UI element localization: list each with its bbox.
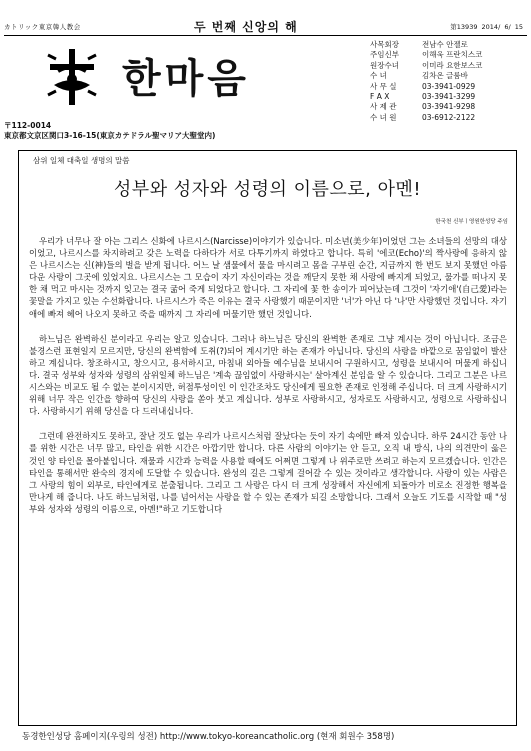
staff-row: 사 제 관 03-3941-9298 — [370, 102, 476, 112]
paragraph: 우리가 너무나 잘 아는 그리스 신화에 나르시스(Narcisse)이야기가 있습니다. 미소년(美少年)이었던 그는 소녀들의 선망의 대상이었고, 나르시스를 차지하려고 갖은 노력을 다하다가 서로 다투기까지 하였다고 합니다. 특히 '에코(Echo)'의 짝사랑에 응하지 않은 나르시스는 신(神)들의 벌을 받게 됩니다. 어느 날 샘물에서 물을 마시려고 몸을 구부린 순간, 지금까지 한 번도 보지 못했던 아름다운 사랑이 그곳에 있었지요. 나르시스는 그 모습이 자기 자신이라는 것을 깨닫지 못한 채 사랑에 빠지게 되었고, 물가를 떠나지 못한 채 먹고 마시는 것까지 잊고는 결국 굶어 죽게 되었다고 합니다. 그 자리에 꽃 한 송이가 피어났는데 그것이 '자기애'(自己愛)라는 꽃말을 가지고 있는 수선화랍니다. 나르시스가 죽은 이유는 결국 사랑했기 때문이지만 '너'가 아닌 다 '나'만 사랑했던 것입니다. 자기애에 빠져 헤어 나오지 못하고 죽을 때까지 그 자리에 머물기만 했던 것입니다. — [29, 236, 507, 319]
staff-row: F A X 03-3941-3299 — [370, 92, 476, 102]
staff-row: 주임신부 이해욱 프란치스코 — [370, 50, 483, 60]
section-label: 삼위 일체 대축일 생명의 말씀 — [33, 156, 130, 165]
article-title: 성부와 성자와 성령의 이름으로, 아멘! — [113, 179, 422, 200]
cross-emblem-icon — [44, 45, 100, 109]
staff-row: 수 녀 김차온 글룸바 — [370, 71, 468, 81]
article-author: 한국천 신부ㅣ영원한성당 주임 — [435, 219, 508, 225]
organization-name: カトリック東京韓人教会 — [4, 23, 81, 31]
staff-row: 사 무 실 03-3941-0929 — [370, 81, 476, 91]
masthead-area — [4, 37, 354, 127]
issue-date: 第13939 2014/ 6/ 15 — [450, 23, 523, 31]
staff-row: 원장수녀 이미라 요한보스코 — [370, 60, 483, 70]
paragraph: 그런데 완전하지도 못하고, 잘난 것도 없는 우리가 나르시스처럼 잘났다는 듯이 자기 속에만 빠져 있습니다. 하루 24시간 동안 나를 위한 시간은 너무 많고, 타인을 위한 시간은 아깝기만 합니다. 다른 사람의 이야기는 안 듣고, 오직 내 방식, 나의 의견만이 옳은 것인 양 타인을 몰아붙입니다. 재물과 시간과 능력을 사용할 때에도 어쩌면 그렇게 나 위주로만 쓰려고 하는지 모르겠습니다. 인간은 타인을 통해서만 완숙의 경지에 도달할 수 있습니다. 완성의 길은 그렇게 걸어갈 수 있는 것이라고 생각합니다. 사랑이 있는 사람은 그 사랑의 힘이 외부로, 타인에게로 분출됩니다. 그리고 그 사랑은 다시 더 크게 성장해서 자신에게 되돌아가 비로소 진정한 행복을 만나게 해 줍니다. 나도 하느님처럼, 나를 넘어서는 사랑을 할 수 있는 존재가 되길 소망합니다. 그래서 오늘도 기도를 시작할 때 "성부와 성자와 성령의 이름으로, 아멘!"하고 기도합니다 — [29, 431, 507, 514]
staff-row: 수 녀 원 03-6912-2122 — [370, 112, 476, 122]
street-address: 東京都文京区関口3-16-15(東京カテドラル聖マリア大聖堂内) — [4, 131, 216, 140]
article-body — [29, 235, 507, 528]
top-bar — [4, 18, 527, 36]
footer-text: 동경한인성당 홈페이지(우링의 성전) http://www.tokyo-koreancatholic.org (현재 회원수 358명) — [22, 732, 395, 742]
postal-code: 〒112-0014 — [4, 121, 52, 130]
staff-list — [370, 40, 530, 123]
slogan: 두 번째 신앙의 해 — [194, 20, 298, 34]
article-box — [18, 150, 517, 726]
staff-row: 사목회장 전남수 안젤로 — [370, 40, 468, 49]
masthead-title: 한마음 — [122, 55, 250, 102]
address — [4, 121, 215, 141]
paragraph: 하느님은 완벽하신 분이라고 우리는 알고 있습니다. 그러나 하느님은 당신의 완벽한 존재로 그냥 계시는 것이 아닙니다. 조금은 불경스런 표현일지 모르지만, 당신의 완벽함에 도취(?)되어 계시기만 하는 존재가 아닙니다. 당신의 사랑을 바깥으로 꿈임없이 발산하고 계십니다. 창조하시고, 창으시고, 용서하시고, 마침내 외아들 예수님을 보내시어 구원하시고, 성령을 보내시어 머물게 하십니다. 결국 성부와 성자와 성령의 삼위일체 하느님은 '계속 끊임없이 사랑하시는' 살아계신 분임을 알 수 있습니다. 그리고 그분은 나르시스와는 비교도 될 수 없는 분이시지만, 허점투성이인 이 인간조차도 당신에게 필요한 존재로 인정해 주십니다. 더 크게 사랑하시기 위해 너무 작은 인간을 향하여 당신의 사랑을 쏟아 붓고 계십니다. 성부로 사랑하시고, 성자로도 사랑하시고, 성령으로 사랑하십니다. 사랑하시기 위해 당신을 다 드러내십니다. — [29, 333, 507, 417]
